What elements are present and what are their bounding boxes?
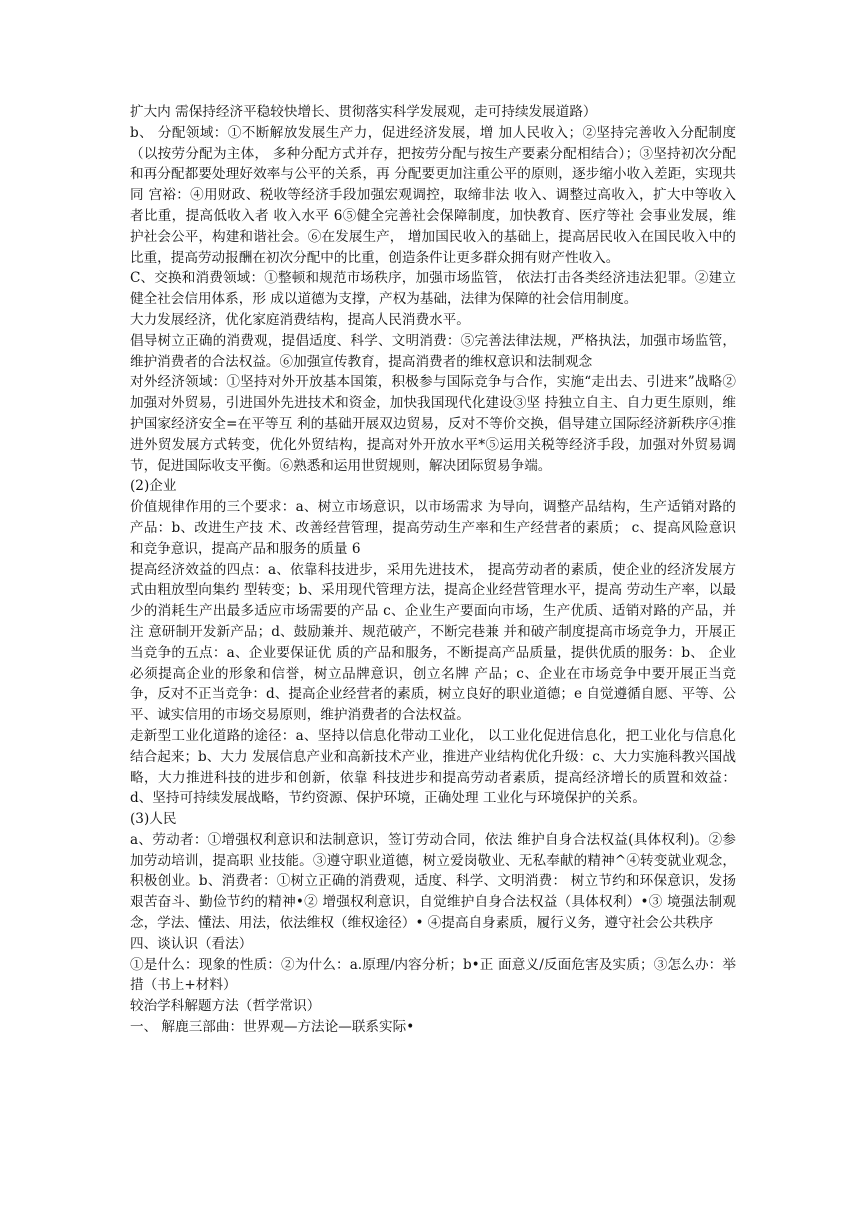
paragraph-exchange-consumption: C、交换和消费领域：①整顿和规范市场秩序，加强市场监管， 依法打击各类经济违法犯罪。②建立健全社会信用体系，形 成以道德为支撑，产权为基础，法律为保障的社会信用制度。 <box>130 270 736 308</box>
heading-enterprise: (2)企业 <box>130 478 177 495</box>
paragraph-what-why-how: ①是什么：现象的性质：②为什么：a.原理/内容分析；b•正 面意义/反面危害及实质；③怎么办：举措（书上+材料） <box>130 956 736 994</box>
paragraph-consumption-view: 倡导树立正确的消费观，提倡适度、科学、文明消费：⑤完善法律法规，严格执法，加强市场监管，维护消费者的合法权益。⑥加强宣传教育，提高消费者的维权意识和法制观念 <box>130 332 736 370</box>
paragraph-expand-domestic-demand: 扩大内 需保持经济平稳较快增长、贯彻落实科学发展观，走可持续发展道路） <box>130 104 597 120</box>
document-page <box>130 102 736 1038</box>
paragraph-distribution-field: b、 分配领域：①不断解放发展生产力，促进经济发展，增 加人民收入；②坚持完善收入分配制度（以按劳分配为主体， 多种分配方式并存，把按劳分配与按生产要素分配相结合）；③坚持初次分配和再分配都要处理好效率与公平的关系，再 分配要更加注重公平的原则，逐步缩小收入差距，实现共同 宫裕：④用财政、税收等经济手段加强宏观调控，取缔非法 收入、调整过高收入，扩大中等收入者比重，提高低收入者 收入水平 6⑤健全完善社会保障制度，加快教育、医疗等社 会事业发展，维护社会公平，构建和谐社会。⑥在发展生产， 增加国民收入的基础上，提高居民收入在国民收入中的比重，提高劳动报酬在初次分配中的比重，创造条件让更多群众拥有财产性收入。 <box>130 124 736 266</box>
paragraph-workers-consumers: a、劳动者：①增强权利意识和法制意识，签订劳动合同，依法 维护自身合法权益(具体权利)。②参加劳动培训，提高职 业技能。③遵守职业道德，树立爱岗敬业、无私奉献的精神^④转变就业观念，积极创业。b、消费者：①树立正确的消费观，适度、科学、文明消费： 树立节约和环保意识，发扬艰苦奋斗、勤俭节约的精神•② 增强权利意识，自觉维护自身合法权益（具体权利）•③ 境强法制观念，学法、懂法、用法，依法维权（维权途径）• ④提高自身素质，履行义务，遵守社会公共秩序 <box>130 831 736 932</box>
paragraph-industrialization: 走新型工业化道路的途径：a、坚持以信息化带动工业化， 以工业化促进信息化，把工业化与信息化结合起来；b、大力 发展信息产业和高新技术产业，推进产业结构优化升级：c、大力实施科教兴国战略，大力推进科技的进步和创新，依靠 科技进步和提高劳动者素质，提高经济增长的质置和效益：d、坚持可持续发展战略，节约资源、保护环境，正确处理 工业化与环境保护的关系。 <box>130 727 736 807</box>
paragraph-economic-efficiency: 提高经济效益的四点：a、依靠科技进步，采用先进技术， 提高劳动者的素质，使企业的经济发展方式由粗放型向集约 型转变；b、采用现代管理方法，提高企业经营管理水平，提高 劳动生产率，以最少的消耗生产出最多适应市场需要的产品 c、企业生产要面向市场，生产优质、适销对路的产品，并注 意研制开发新产品；d、鼓励兼并、规范破产，不断完巷兼 并和破产制度提高市场竞争力，开展正当竞争的五点：a、企业要保证优 质的产品和服务，不断提高产品质量，提供优质的服务：b、 企业必须提高企业的形象和信誉，树立品牌意识，创立名牌 产品；c、企业在市场竞争中要开展正当竞争，反对不正当竞争：d、提高企业经营者的素质，树立良好的职业道德；e 自觉遵循自愿、平等、公平、诚实信用的市场交易原则，维护消费者的合法权益。 <box>130 561 736 724</box>
paragraph-foreign-economy: 对外经济领域：①坚持对外开放基本国策，积极参与国际竞争与合作，实施“走出去、引进来”战略②加强对外贸易，引进国外先进技术和资金，加快我国现代化建设③坚 持独立自主、自力更生原则，维护国家经济安全=在平等互 利的基础开展双边贸易，反对不等价交换，倡导建立国际经济新秩序④推进外贸发展方式转变，优化外贸结构，提高对外开放水平*⑤运用关税等经济手段，加强对外贸易调节，促进国际收支平衡。⑥熟悉和运用世贸规则，解决团际贸易争端。 <box>130 374 736 474</box>
heading-opinion: 四、谈认识（看法） <box>130 935 253 952</box>
heading-people: (3)人民 <box>130 811 177 828</box>
paragraph-three-steps: 一、 解鹿三部曲：世界观—方法论—联系实际• <box>130 1019 415 1036</box>
paragraph-develop-economy: 大力发展经济，优化家庭消费结构，提高人民消费水平。 <box>130 311 470 328</box>
heading-philosophy-method: 较治学科解题方法（哲学常识） <box>130 998 321 1015</box>
paragraph-value-law: 价值规律作用的三个要求：a、树立市场意识，以市场需求 为导向，调整产品结构，生产适销对路的产品：b、改进生产技 术、改善经营管理，提高劳动生产率和生产经营者的素质； c、提高风险意识和竞争意识，提高产品和服务的质量 6 <box>130 499 736 557</box>
